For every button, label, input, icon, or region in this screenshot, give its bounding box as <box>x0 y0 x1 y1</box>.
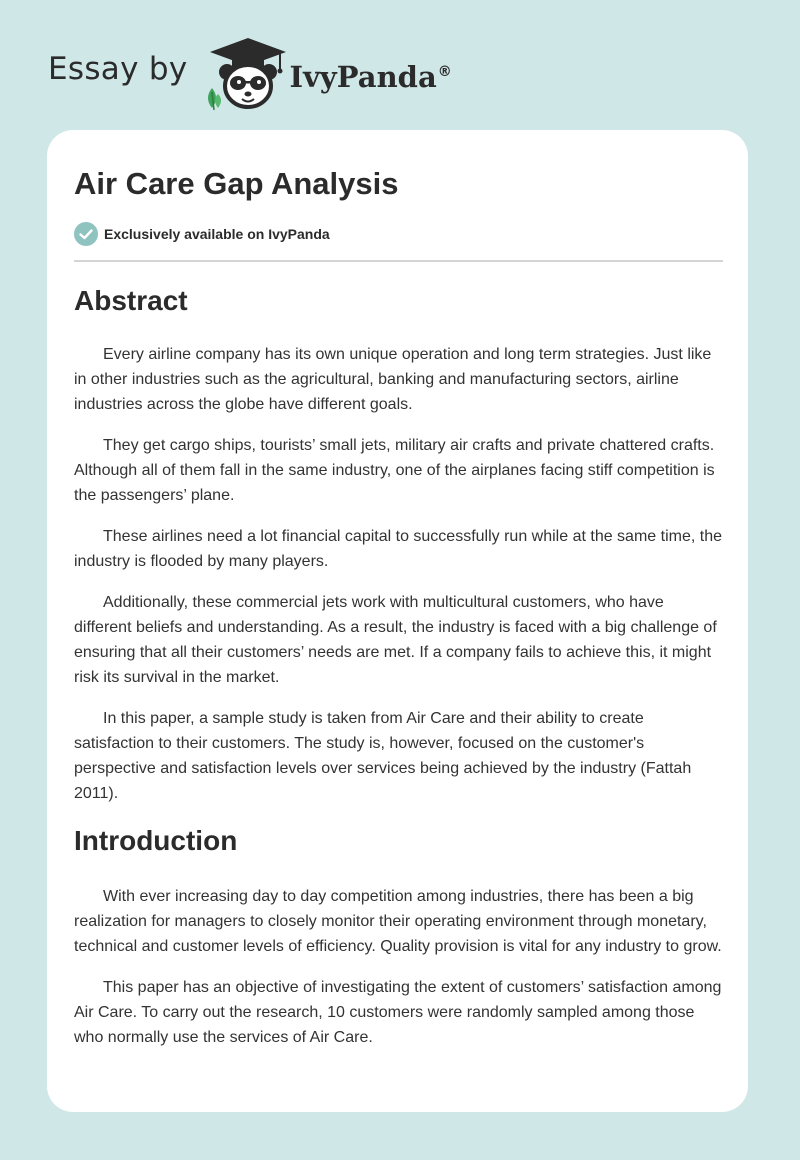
paragraph: This paper has an objective of investigating the extent of customers’ satisfaction among Air Care. To carry out the research, 10 customers were randomly sampled among those who normally use the services of Air Care. <box>74 979 722 1046</box>
paragraph: With ever increasing day to day competition among industries, there has been a big realization for managers to closely monitor their operating environment through monetary, technical and customer levels of efficiency. Quality provision is vital for any industry to grow. <box>74 888 722 955</box>
brand-header <box>48 36 452 112</box>
registered-mark: ® <box>437 64 452 81</box>
essay-content <box>74 282 724 1066</box>
paragraph: Every airline company has its own unique operation and long term strategies. Just like in other industries such as the agricultural, banking and manufacturing sectors, airline industries across the globe have different goals. <box>74 346 712 413</box>
paragraph: They get cargo ships, tourists’ small jets, military air crafts and private chattered crafts. Although all of them fall in the same industry, one of the airplanes facing stiff competition is the passengers’ plane. <box>74 437 715 504</box>
paragraph: In this paper, a sample study is taken from Air Care and their ability to create satisfaction to their customers. The study is, however, focused on the customer's perspective and satisfaction levels over services being achieved by the industry (Fattah 2011). <box>74 710 692 802</box>
brand-name[interactable]: IvyPanda® <box>289 60 452 94</box>
brand-prefix: Essay by <box>48 51 188 87</box>
page-title: Air Care Gap Analysis <box>74 166 399 201</box>
title-divider <box>74 260 723 262</box>
essay-card <box>47 130 748 1112</box>
exclusive-badge <box>74 222 330 246</box>
section-heading-abstract: Abstract <box>74 285 188 316</box>
check-circle-icon <box>74 222 98 246</box>
badge-label: Exclusively available on IvyPanda <box>104 226 330 242</box>
section-heading-introduction: Introduction <box>74 825 238 856</box>
paragraph: These airlines need a lot financial capital to successfully run while at the same time, the industry is flooded by many players. <box>74 528 722 570</box>
panda-logo-icon[interactable] <box>202 36 294 112</box>
paragraph: Additionally, these commercial jets work with multicultural customers, who have different beliefs and understanding. As a result, the industry is faced with a big challenge of ensuring that all their customers’ needs are met. If a company fails to achieve this, it might risk its survival in the market. <box>74 594 717 686</box>
